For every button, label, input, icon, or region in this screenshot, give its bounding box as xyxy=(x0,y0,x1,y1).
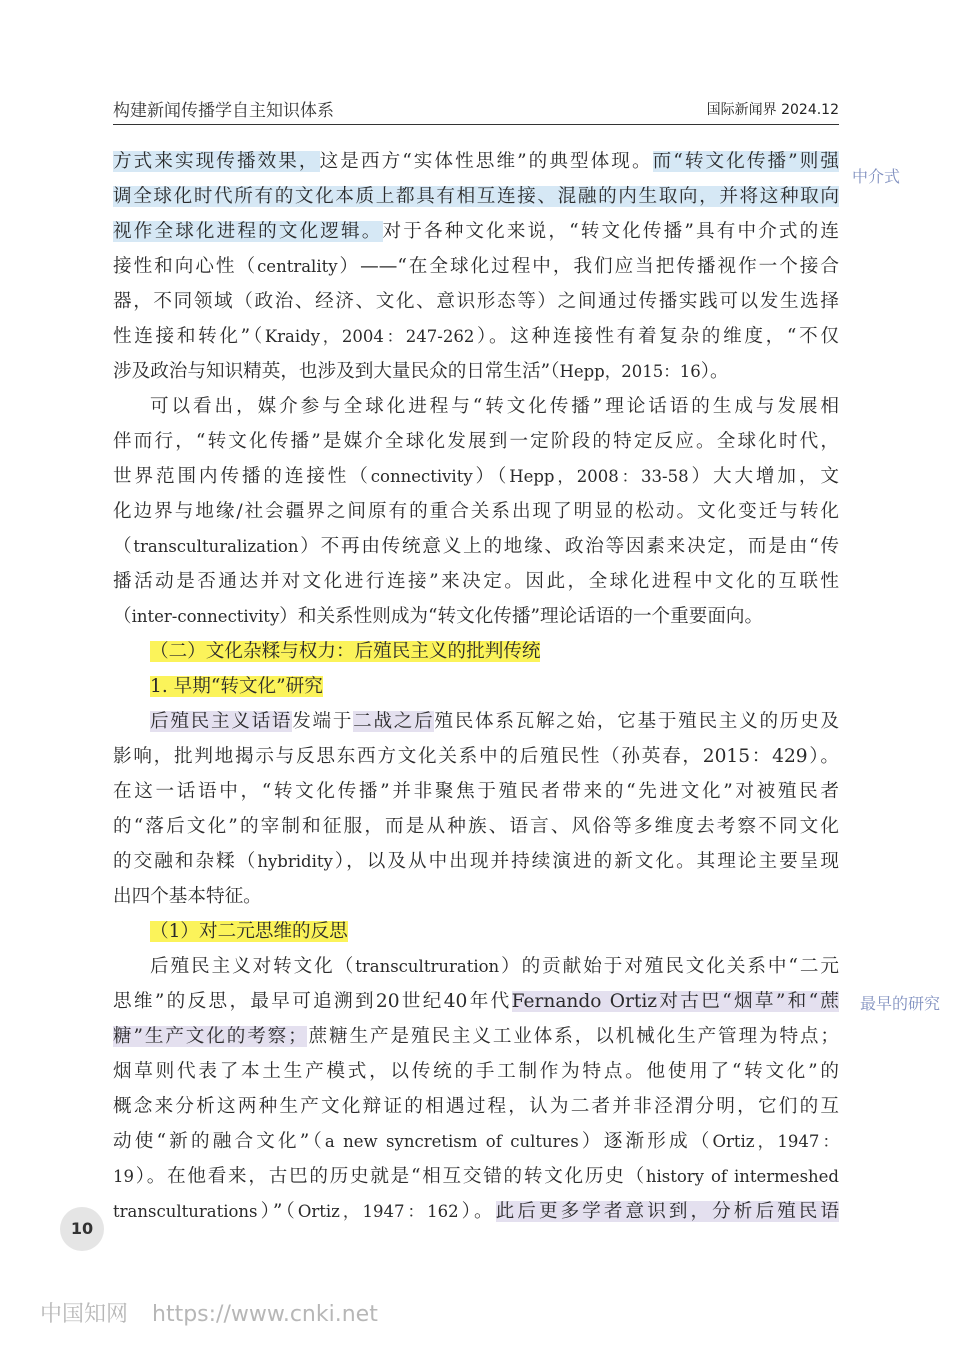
text-line: 世界范围内传播的连接性（connectivity）（Hepp，2008：33-58）大大增加，文 xyxy=(113,466,839,487)
text-line: 的“落后文化”的宰制和征服，而是从种族、语言、风俗等多维度去考察不同文化 xyxy=(113,816,839,837)
text-line: 影响，批判地揭示与反思东西方文化关系中的后殖民性（孙英春，2015：429）。 xyxy=(113,746,839,767)
subsection-heading xyxy=(113,669,839,704)
text-line: 的交融和杂糅（hybridity），以及从中出现并持续演进的新文化。其理论主要呈现 xyxy=(113,851,839,872)
text-line: 视作全球化进程的文化逻辑。对于各种文化来说，“转文化传播”具有中介式的连 xyxy=(113,221,839,242)
text-line: 性连接和转化”（Kraidy，2004：247-262）。这种连接性有着复杂的维度，“不仅 xyxy=(113,326,839,347)
highlight[interactable]: 视作全球化进程的文化逻辑。 xyxy=(113,221,383,242)
text-line: 涉及政治与知识精英，也涉及到大量民众的日常生活”（Hepp，2015：16）。 xyxy=(113,361,729,382)
text-line: 糖”生产文化的考察；蔗糖生产是殖民主义工业体系，以机械化生产管理为特点； xyxy=(113,1026,839,1047)
highlight[interactable]: （1）对二元思维的反思 xyxy=(150,921,348,942)
text-line: 播活动是否通达并对文化进行连接”来决定。因此，全球化进程中文化的互联性 xyxy=(113,571,839,592)
highlight[interactable]: 方式来实现传播效果， xyxy=(113,151,320,172)
text-line: 烟草则代表了本土生产模式，以传统的手工制作为特点。他使用了“转文化”的 xyxy=(113,1061,839,1082)
subsubsection-heading xyxy=(113,914,839,949)
highlight[interactable]: 调全球化时代所有的文化本质上都具有相互连接、混融的内生取向，并将这种取向 xyxy=(113,186,839,207)
text-line: 化边界与地缘/社会疆界之间原有的重合关系出现了明显的松动。文化变迁与转化 xyxy=(113,501,839,522)
highlight[interactable]: 二战之后 xyxy=(353,711,435,732)
cnki-logo-text: 中国知网 xyxy=(40,1302,129,1327)
section-heading xyxy=(113,634,839,669)
text-line: 可以看出，媒介参与全球化进程与“转文化传播”理论话语的生成与发展相 xyxy=(150,396,839,417)
highlight[interactable]: （二）文化杂糅与权力：后殖民主义的批判传统 xyxy=(150,641,541,662)
text-line: 器，不同领域（政治、经济、文化、意识形态等）之间通过传播实践可以发生选择 xyxy=(113,291,839,312)
margin-annotation[interactable]: 中介式 xyxy=(852,167,901,186)
text-line: 方式来实现传播效果，这是西方“实体性思维”的典型体现。而“转文化传播”则强 xyxy=(113,151,839,172)
text-line: 概念来分析这两种生产文化辩证的相遇过程，认为二者并非泾渭分明，它们的互 xyxy=(113,1096,839,1117)
highlight[interactable]: 后殖民主义话语 xyxy=(150,711,293,732)
text-line: （transculturalization）不再由传统意义上的地缘、政治等因素来决定，而是由“传 xyxy=(113,536,839,557)
text-line: （inter-connectivity）和关系性则成为“转文化传播”理论话语的一个重要面向。 xyxy=(113,606,764,627)
highlight[interactable]: 1. 早期“转文化”研究 xyxy=(150,676,323,697)
text-line: 在这一话语中，“转文化传播”并非聚焦于殖民者带来的“先进文化”对被殖民者 xyxy=(113,781,839,802)
highlight[interactable]: 而“转文化传播”则强 xyxy=(652,151,839,172)
highlight[interactable]: 此后更多学者意识到，分析后殖民语 xyxy=(495,1201,839,1222)
text-line: transculturations）”（Ortiz，1947：162）。此后更多学者意识到，分析后殖民语 xyxy=(113,1201,839,1222)
text-line: 思维”的反思，最早可追溯到20世纪40年代Fernando Ortiz对古巴“烟草”和“蔗 xyxy=(113,991,840,1012)
journal-issue: 国际新闻界 2024.12 xyxy=(706,102,839,118)
text-line xyxy=(113,179,839,214)
cnki-url: https://www.cnki.net xyxy=(152,1302,378,1327)
text-line: 伴而行，“转文化传播”是媒介全球化发展到一定阶段的特定反应。全球化时代， xyxy=(113,431,839,452)
running-header xyxy=(113,96,839,125)
running-title: 构建新闻传播学自主知识体系 xyxy=(113,101,334,121)
page-number: 10 xyxy=(60,1207,104,1251)
margin-annotation[interactable]: 最早的研究 xyxy=(860,994,941,1013)
text-line: 后殖民主义话语发端于二战之后殖民体系瓦解之始，它基于殖民主义的历史及 xyxy=(150,711,839,732)
cnki-watermark xyxy=(40,1297,378,1328)
highlight[interactable]: 糖”生产文化的考察； xyxy=(113,1026,307,1047)
text-line: 动使“新的融合文化”（a new syncretism of cultures）逐渐形成（Ortiz，1947： xyxy=(113,1131,839,1152)
text-line: 19）。在他看来，古巴的历史就是“相互交错的转文化历史（history of intermeshed xyxy=(113,1166,839,1187)
text-line: 后殖民主义对转文化（transcultruration）的贡献始于对殖民文化关系中“二元 xyxy=(150,956,839,977)
text-line: 接性和向心性（centrality）——“在全球化过程中，我们应当把传播视作一个接合 xyxy=(113,256,839,277)
highlight[interactable]: Fernando Ortiz对古巴“烟草”和“蔗 xyxy=(511,991,840,1012)
text-line: 出四个基本特征。 xyxy=(113,886,262,907)
body-text xyxy=(113,144,839,1229)
